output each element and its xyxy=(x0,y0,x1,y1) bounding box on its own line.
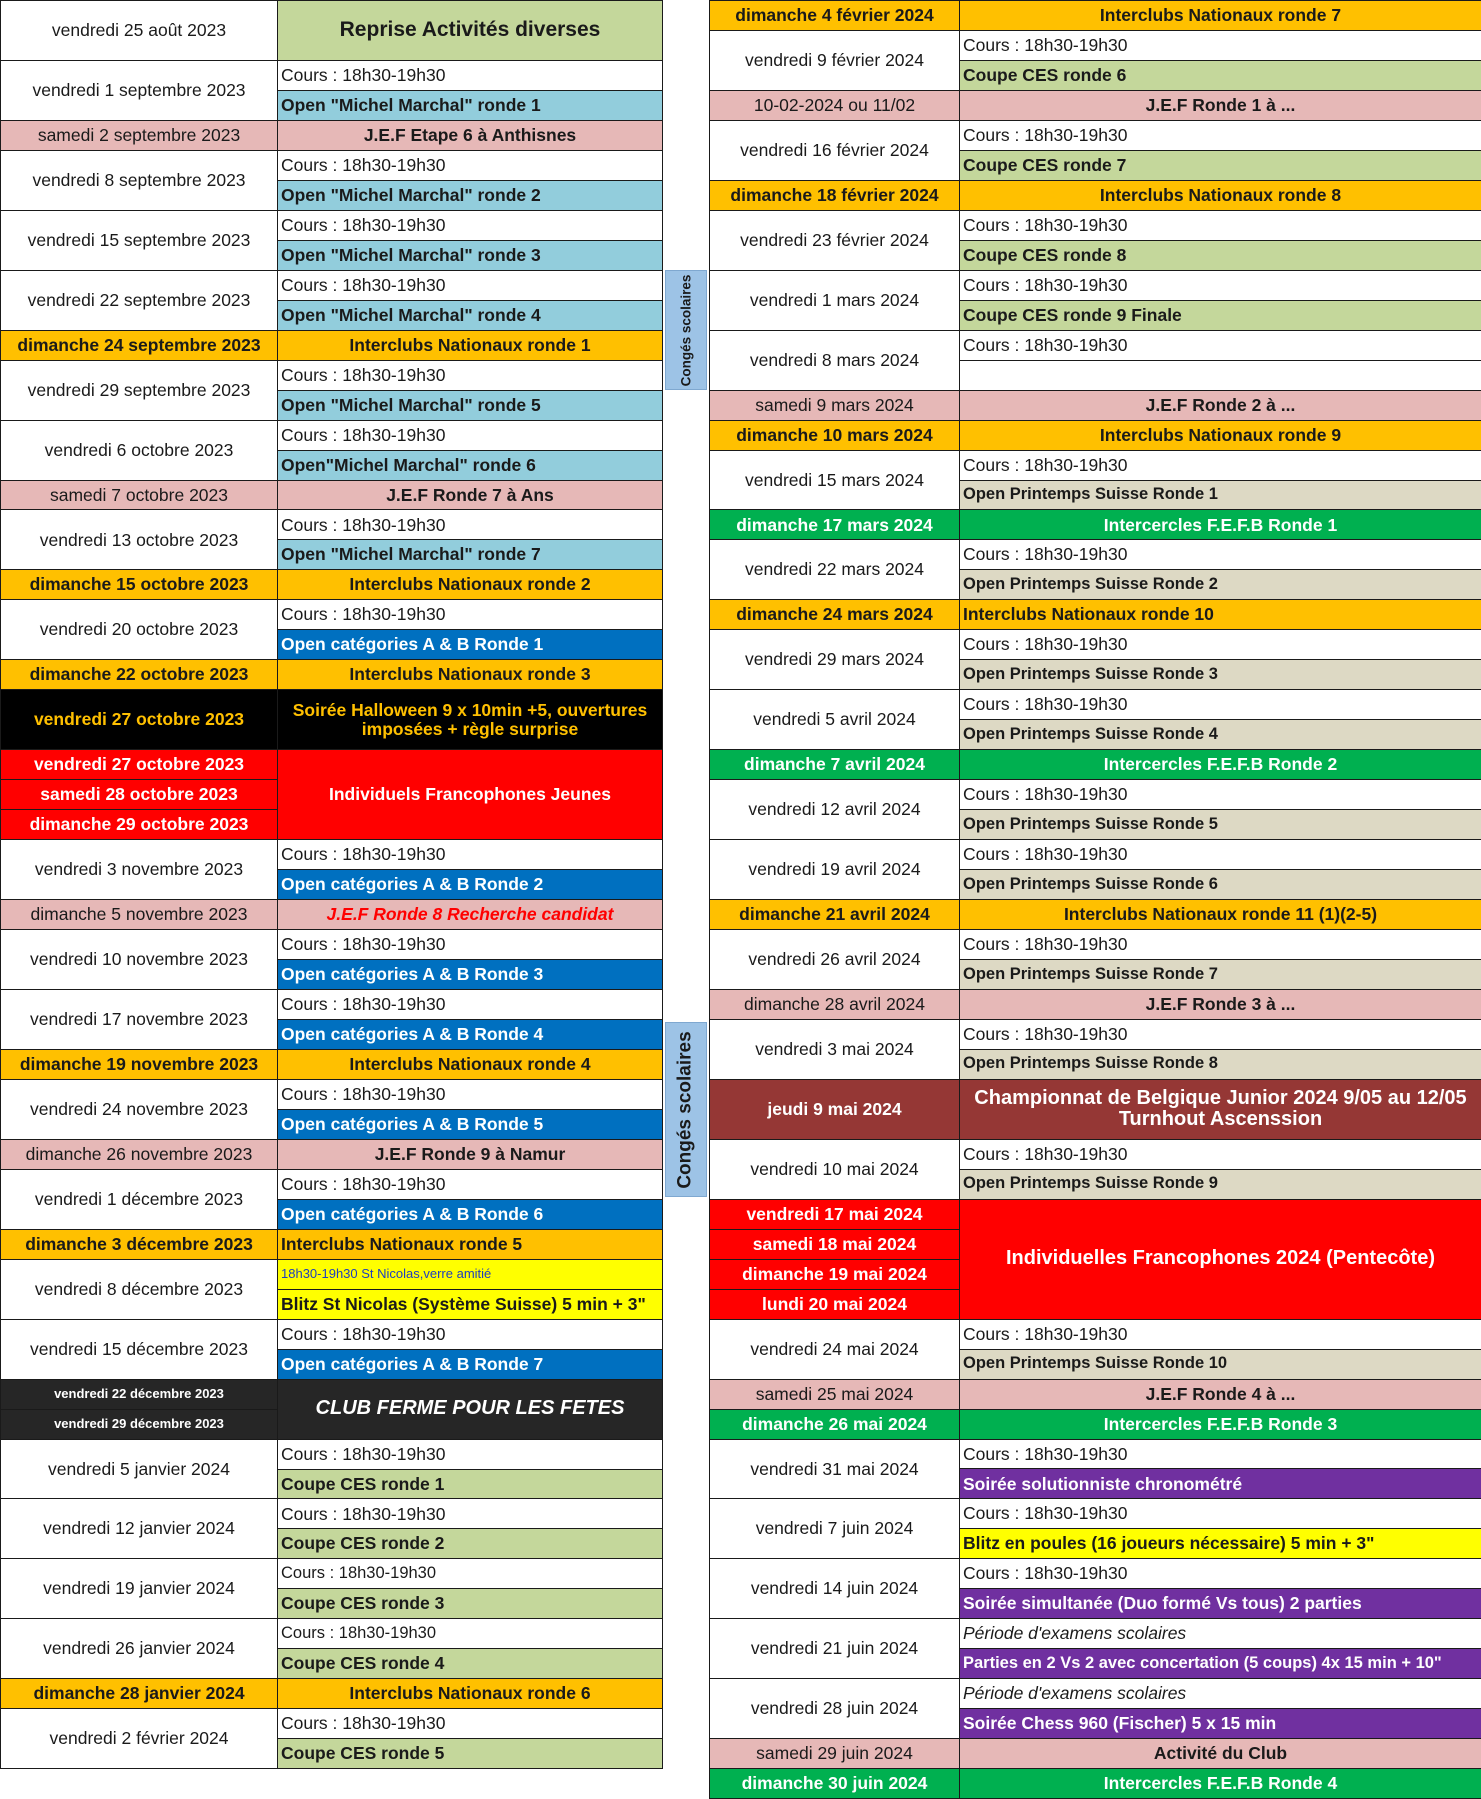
activity-cell: Soirée Chess 960 (Fischer) 5 x 15 min xyxy=(960,1709,1481,1739)
event-date: vendredi 12 janvier 2024 xyxy=(1,1499,278,1559)
activity-cell: Cours : 18h30-19h30 xyxy=(960,1019,1481,1049)
schedule-row xyxy=(1,480,663,510)
activity-cell: Coupe CES ronde 6 xyxy=(960,60,1481,90)
activity-cell: Open "Michel Marchal" ronde 7 xyxy=(278,540,663,570)
event-date: vendredi 12 avril 2024 xyxy=(710,780,960,840)
activity-cell: Open "Michel Marchal" ronde 3 xyxy=(278,240,663,270)
activity-cell: Blitz en poules (16 joueurs nécessaire) 5 min + 3" xyxy=(960,1529,1481,1559)
event-date: vendredi 5 avril 2024 xyxy=(710,690,960,750)
schedule-row xyxy=(710,1499,1481,1529)
activity-cell: Cours : 18h30-19h30 xyxy=(960,120,1481,150)
event-date: vendredi 13 octobre 2023 xyxy=(1,510,278,570)
activity-cell: Intercercles F.E.F.B Ronde 2 xyxy=(960,750,1481,780)
event-date: dimanche 24 septembre 2023 xyxy=(1,330,278,360)
event-date: samedi 2 septembre 2023 xyxy=(1,120,278,150)
event-date: vendredi 19 avril 2024 xyxy=(710,840,960,900)
activity-cell: Parties en 2 Vs 2 avec concertation (5 coups) 4x 15 min + 10" xyxy=(960,1649,1481,1679)
activity-cell: Open Printemps Suisse Ronde 2 xyxy=(960,570,1481,600)
event-date: dimanche 28 avril 2024 xyxy=(710,989,960,1019)
schedule-row xyxy=(710,1019,1481,1049)
event-date: vendredi 7 juin 2024 xyxy=(710,1499,960,1559)
schedule-row xyxy=(1,1169,663,1199)
activity-cell: J.E.F Ronde 9 à Namur xyxy=(278,1139,663,1169)
activity-cell: Cours : 18h30-19h30 xyxy=(960,1319,1481,1349)
activity-cell: Coupe CES ronde 9 Finale xyxy=(960,300,1481,330)
event-date: dimanche 19 mai 2024 xyxy=(710,1259,960,1289)
activity-cell: Open "Michel Marchal" ronde 5 xyxy=(278,390,663,420)
event-date: vendredi 10 mai 2024 xyxy=(710,1139,960,1199)
activity-cell: Interclubs Nationaux ronde 2 xyxy=(278,570,663,600)
activity-cell: Open Printemps Suisse Ronde 10 xyxy=(960,1349,1481,1379)
schedule-row xyxy=(710,1079,1481,1139)
schedule-row xyxy=(1,1139,663,1169)
activity-cell: Open catégories A & B Ronde 5 xyxy=(278,1109,663,1139)
schedule-row xyxy=(710,1739,1481,1769)
activity-cell: J.E.F Ronde 7 à Ans xyxy=(278,480,663,510)
activity-cell: Open Printemps Suisse Ronde 9 xyxy=(960,1169,1481,1199)
activity-cell: Soirée simultanée (Duo formé Vs tous) 2 parties xyxy=(960,1589,1481,1619)
schedule-row xyxy=(710,780,1481,810)
activity-cell: Open Printemps Suisse Ronde 1 xyxy=(960,480,1481,510)
event-date: vendredi 15 décembre 2023 xyxy=(1,1319,278,1379)
activity-cell: J.E.F Ronde 2 à ... xyxy=(960,390,1481,420)
event-date: dimanche 24 mars 2024 xyxy=(710,600,960,630)
activity-cell: Cours : 18h30-19h30 xyxy=(960,1559,1481,1589)
activity-cell: Championnat de Belgique Junior 2024 9/05 au 12/05 Turnhout Ascenssion xyxy=(960,1079,1481,1139)
activity-cell: Cours : 18h30-19h30 xyxy=(960,540,1481,570)
activity-cell: Open catégories A & B Ronde 2 xyxy=(278,870,663,900)
activity-cell: Coupe CES ronde 2 xyxy=(278,1529,663,1559)
schedule-row xyxy=(1,750,663,780)
schedule-row xyxy=(710,1319,1481,1349)
event-date: vendredi 27 octobre 2023 xyxy=(1,690,278,750)
activity-cell: Cours : 18h30-19h30 xyxy=(278,1319,663,1349)
activity-cell: Cours : 18h30-19h30 xyxy=(960,1499,1481,1529)
activity-cell: Cours : 18h30-19h30 xyxy=(960,930,1481,960)
event-date: vendredi 20 octobre 2023 xyxy=(1,600,278,660)
schedule-right-column xyxy=(709,0,1481,1799)
event-date: dimanche 26 novembre 2023 xyxy=(1,1139,278,1169)
schedule-row xyxy=(1,900,663,930)
event-date: vendredi 17 mai 2024 xyxy=(710,1199,960,1229)
event-date: dimanche 30 juin 2024 xyxy=(710,1769,960,1799)
event-date: samedi 25 mai 2024 xyxy=(710,1379,960,1409)
schedule-row xyxy=(1,330,663,360)
activity-cell: J.E.F Ronde 4 à ... xyxy=(960,1379,1481,1409)
activity-cell: Cours : 18h30-19h30 xyxy=(278,270,663,300)
activity-cell: Open catégories A & B Ronde 3 xyxy=(278,960,663,990)
event-date: vendredi 31 mai 2024 xyxy=(710,1439,960,1499)
activity-cell: Cours : 18h30-19h30 xyxy=(278,150,663,180)
event-date: samedi 7 octobre 2023 xyxy=(1,480,278,510)
schedule-row xyxy=(710,1379,1481,1409)
schedule-row xyxy=(1,1,663,61)
activity-cell: Open Printemps Suisse Ronde 3 xyxy=(960,660,1481,690)
schedule-row xyxy=(1,120,663,150)
event-date: vendredi 14 juin 2024 xyxy=(710,1559,960,1619)
schedule-table-aug-feb xyxy=(0,0,663,1769)
schedule-row xyxy=(1,210,663,240)
schedule-row xyxy=(1,1619,663,1649)
schedule-row xyxy=(1,1439,663,1469)
schedule-row xyxy=(1,1259,663,1289)
schedule-row xyxy=(1,990,663,1020)
activity-cell: Cours : 18h30-19h30 xyxy=(278,510,663,540)
event-date: dimanche 22 octobre 2023 xyxy=(1,660,278,690)
event-date: dimanche 19 novembre 2023 xyxy=(1,1049,278,1079)
event-date: vendredi 8 mars 2024 xyxy=(710,330,960,390)
schedule-row xyxy=(1,270,663,300)
activity-cell: Cours : 18h30-19h30 xyxy=(278,1079,663,1109)
activity-cell: Coupe CES ronde 4 xyxy=(278,1649,663,1679)
event-date: dimanche 10 mars 2024 xyxy=(710,420,960,450)
school-holiday-text: Congés scolaires xyxy=(675,1030,696,1189)
schedule-row xyxy=(710,30,1481,60)
activity-cell: Interclubs Nationaux ronde 7 xyxy=(960,1,1481,31)
event-date: vendredi 1 décembre 2023 xyxy=(1,1169,278,1229)
event-date: lundi 20 mai 2024 xyxy=(710,1289,960,1319)
schedule-row xyxy=(1,60,663,90)
activity-cell: Cours : 18h30-19h30 xyxy=(960,30,1481,60)
event-date: vendredi 9 février 2024 xyxy=(710,30,960,90)
activity-cell: Cours : 18h30-19h30 xyxy=(278,1559,663,1589)
schedule-row xyxy=(710,630,1481,660)
activity-cell: Cours : 18h30-19h30 xyxy=(278,1169,663,1199)
event-date: dimanche 15 octobre 2023 xyxy=(1,570,278,600)
schedule-table-feb-jun xyxy=(709,0,1481,1799)
activity-cell: Soirée solutionniste chronométré xyxy=(960,1469,1481,1499)
activity-cell: J.E.F Ronde 1 à ... xyxy=(960,90,1481,120)
event-date: vendredi 6 octobre 2023 xyxy=(1,420,278,480)
event-date: vendredi 26 avril 2024 xyxy=(710,930,960,990)
activity-cell: Cours : 18h30-19h30 xyxy=(278,600,663,630)
activity-cell: Open Printemps Suisse Ronde 5 xyxy=(960,810,1481,840)
event-date: dimanche 29 octobre 2023 xyxy=(1,810,278,840)
activity-cell: Cours : 18h30-19h30 xyxy=(278,990,663,1020)
schedule-row xyxy=(1,930,663,960)
schedule-row xyxy=(1,1379,663,1409)
schedule-row xyxy=(710,840,1481,870)
activity-cell: Cours : 18h30-19h30 xyxy=(960,450,1481,480)
schedule-row xyxy=(710,1199,1481,1229)
schedule-row xyxy=(1,1559,663,1589)
schedule-row xyxy=(710,600,1481,630)
activity-cell: Individuelles Francophones 2024 (Pentecôte) xyxy=(960,1199,1481,1319)
school-holiday-label xyxy=(665,1022,707,1197)
activity-cell: Cours : 18h30-19h30 xyxy=(278,1439,663,1469)
activity-cell: J.E.F Ronde 8 Recherche candidat xyxy=(278,900,663,930)
activity-cell: Open Printemps Suisse Ronde 7 xyxy=(960,960,1481,990)
schedule-row xyxy=(710,690,1481,720)
schedule-row xyxy=(710,900,1481,930)
schedule-row xyxy=(1,1079,663,1109)
event-date: vendredi 10 novembre 2023 xyxy=(1,930,278,990)
activity-cell: Période d'examens scolaires xyxy=(960,1679,1481,1709)
schedule-row xyxy=(1,1709,663,1739)
activity-cell: Cours : 18h30-19h30 xyxy=(278,840,663,870)
schedule-row xyxy=(710,1139,1481,1169)
event-date: samedi 9 mars 2024 xyxy=(710,390,960,420)
event-date: jeudi 9 mai 2024 xyxy=(710,1079,960,1139)
activity-cell: Cours : 18h30-19h30 xyxy=(278,210,663,240)
event-date: vendredi 22 mars 2024 xyxy=(710,540,960,600)
activity-cell: Interclubs Nationaux ronde 3 xyxy=(278,660,663,690)
activity-cell: J.E.F Ronde 3 à ... xyxy=(960,989,1481,1019)
schedule-row xyxy=(1,1229,663,1259)
event-date: vendredi 22 septembre 2023 xyxy=(1,270,278,330)
activity-cell: Intercercles F.E.F.B Ronde 4 xyxy=(960,1769,1481,1799)
event-date: dimanche 3 décembre 2023 xyxy=(1,1229,278,1259)
activity-cell: J.E.F Etape 6 à Anthisnes xyxy=(278,120,663,150)
event-date: vendredi 26 janvier 2024 xyxy=(1,1619,278,1679)
schedule-row xyxy=(1,1679,663,1709)
activity-cell: Open catégories A & B Ronde 7 xyxy=(278,1349,663,1379)
event-date: dimanche 26 mai 2024 xyxy=(710,1409,960,1439)
activity-cell: Cours : 18h30-19h30 xyxy=(278,1619,663,1649)
activity-cell: Open catégories A & B Ronde 6 xyxy=(278,1199,663,1229)
event-date: dimanche 7 avril 2024 xyxy=(710,750,960,780)
activity-cell: Interclubs Nationaux ronde 6 xyxy=(278,1679,663,1709)
event-date: vendredi 1 mars 2024 xyxy=(710,270,960,330)
event-date: vendredi 19 janvier 2024 xyxy=(1,1559,278,1619)
schedule-row xyxy=(1,150,663,180)
schedule-row xyxy=(710,1439,1481,1469)
event-date: vendredi 1 septembre 2023 xyxy=(1,60,278,120)
event-date: vendredi 21 juin 2024 xyxy=(710,1619,960,1679)
schedule-row xyxy=(710,510,1481,540)
schedule-row xyxy=(710,90,1481,120)
schedule-row xyxy=(1,420,663,450)
schedule-row xyxy=(710,750,1481,780)
schedule-row xyxy=(710,420,1481,450)
schedule-row xyxy=(710,989,1481,1019)
activity-cell: Open"Michel Marchal" ronde 6 xyxy=(278,450,663,480)
activity-cell: 18h30-19h30 St Nicolas,verre amitié xyxy=(278,1259,663,1289)
activity-cell: Interclubs Nationaux ronde 4 xyxy=(278,1049,663,1079)
event-date: vendredi 24 mai 2024 xyxy=(710,1319,960,1379)
event-date: samedi 29 juin 2024 xyxy=(710,1739,960,1769)
schedule-row xyxy=(1,1499,663,1529)
activity-cell: Open Printemps Suisse Ronde 6 xyxy=(960,870,1481,900)
schedule-row xyxy=(710,1409,1481,1439)
activity-cell: Cours : 18h30-19h30 xyxy=(960,330,1481,360)
activity-cell: Intercercles F.E.F.B Ronde 3 xyxy=(960,1409,1481,1439)
schedule-row xyxy=(710,1,1481,31)
schedule-row xyxy=(710,1619,1481,1649)
activity-cell: Interclubs Nationaux ronde 9 xyxy=(960,420,1481,450)
activity-cell: Cours : 18h30-19h30 xyxy=(278,1499,663,1529)
event-date: vendredi 22 décembre 2023 xyxy=(1,1379,278,1409)
event-date: dimanche 28 janvier 2024 xyxy=(1,1679,278,1709)
schedule-row xyxy=(710,270,1481,300)
event-date: vendredi 3 mai 2024 xyxy=(710,1019,960,1079)
event-date: vendredi 27 octobre 2023 xyxy=(1,750,278,780)
activity-cell: Cours : 18h30-19h30 xyxy=(960,840,1481,870)
activity-cell: Cours : 18h30-19h30 xyxy=(960,1439,1481,1469)
schedule-row xyxy=(1,510,663,540)
activity-cell: Activité du Club xyxy=(960,1739,1481,1769)
schedule-row xyxy=(710,1769,1481,1799)
schedule-row xyxy=(1,360,663,390)
activity-cell: Cours : 18h30-19h30 xyxy=(278,360,663,390)
activity-cell: Cours : 18h30-19h30 xyxy=(960,630,1481,660)
activity-cell xyxy=(960,360,1481,390)
event-date: vendredi 28 juin 2024 xyxy=(710,1679,960,1739)
event-date: samedi 18 mai 2024 xyxy=(710,1229,960,1259)
activity-cell: Reprise Activités diverses xyxy=(278,1,663,61)
activity-cell: Cours : 18h30-19h30 xyxy=(960,270,1481,300)
activity-cell: Cours : 18h30-19h30 xyxy=(278,930,663,960)
event-date: 10-02-2024 ou 11/02 xyxy=(710,90,960,120)
event-date: vendredi 15 mars 2024 xyxy=(710,450,960,510)
event-date: vendredi 25 août 2023 xyxy=(1,1,278,61)
school-holiday-text: Congés scolaires xyxy=(678,274,694,386)
activity-cell: Open catégories A & B Ronde 1 xyxy=(278,630,663,660)
event-date: vendredi 29 décembre 2023 xyxy=(1,1409,278,1439)
activity-cell: Open "Michel Marchal" ronde 2 xyxy=(278,180,663,210)
schedule-row xyxy=(710,210,1481,240)
event-date: vendredi 23 février 2024 xyxy=(710,210,960,270)
schedule-row xyxy=(1,570,663,600)
activity-cell: Cours : 18h30-19h30 xyxy=(278,420,663,450)
activity-cell: Individuels Francophones Jeunes xyxy=(278,750,663,840)
schedule-row xyxy=(710,540,1481,570)
event-date: vendredi 3 novembre 2023 xyxy=(1,840,278,900)
activity-cell: Interclubs Nationaux ronde 8 xyxy=(960,180,1481,210)
activity-cell: Open Printemps Suisse Ronde 4 xyxy=(960,720,1481,750)
event-date: dimanche 18 février 2024 xyxy=(710,180,960,210)
activity-cell: Blitz St Nicolas (Système Suisse) 5 min + 3" xyxy=(278,1289,663,1319)
activity-cell: Intercercles F.E.F.B Ronde 1 xyxy=(960,510,1481,540)
school-holiday-label xyxy=(665,270,707,390)
schedule-left-column xyxy=(0,0,662,1769)
activity-cell: Coupe CES ronde 7 xyxy=(960,150,1481,180)
activity-cell: Cours : 18h30-19h30 xyxy=(960,690,1481,720)
schedule-row xyxy=(1,660,663,690)
event-date: vendredi 15 septembre 2023 xyxy=(1,210,278,270)
activity-cell: Cours : 18h30-19h30 xyxy=(960,1139,1481,1169)
schedule-row xyxy=(710,390,1481,420)
activity-cell: Cours : 18h30-19h30 xyxy=(278,1709,663,1739)
schedule-row xyxy=(710,1679,1481,1709)
schedule-row xyxy=(710,930,1481,960)
event-date: dimanche 5 novembre 2023 xyxy=(1,900,278,930)
event-date: dimanche 17 mars 2024 xyxy=(710,510,960,540)
event-date: vendredi 17 novembre 2023 xyxy=(1,990,278,1050)
schedule-row xyxy=(710,330,1481,360)
event-date: vendredi 5 janvier 2024 xyxy=(1,1439,278,1499)
activity-cell: Cours : 18h30-19h30 xyxy=(278,60,663,90)
event-date: vendredi 24 novembre 2023 xyxy=(1,1079,278,1139)
activity-cell: Interclubs Nationaux ronde 11 (1)(2-5) xyxy=(960,900,1481,930)
event-date: vendredi 16 février 2024 xyxy=(710,120,960,180)
activity-cell: Soirée Halloween 9 x 10min +5, ouvertures imposées + règle surprise xyxy=(278,690,663,750)
schedule-row xyxy=(1,840,663,870)
event-date: vendredi 8 septembre 2023 xyxy=(1,150,278,210)
activity-cell: Cours : 18h30-19h30 xyxy=(960,780,1481,810)
event-date: vendredi 29 septembre 2023 xyxy=(1,360,278,420)
activity-cell: Cours : 18h30-19h30 xyxy=(960,210,1481,240)
schedule-row xyxy=(710,120,1481,150)
event-date: vendredi 8 décembre 2023 xyxy=(1,1259,278,1319)
activity-cell: Coupe CES ronde 1 xyxy=(278,1469,663,1499)
event-date: vendredi 2 février 2024 xyxy=(1,1709,278,1769)
event-date: dimanche 21 avril 2024 xyxy=(710,900,960,930)
activity-cell: Interclubs Nationaux ronde 5 xyxy=(278,1229,663,1259)
activity-cell: CLUB FERME POUR LES FETES xyxy=(278,1379,663,1439)
activity-cell: Coupe CES ronde 8 xyxy=(960,240,1481,270)
schedule-row xyxy=(1,600,663,630)
event-date: vendredi 29 mars 2024 xyxy=(710,630,960,690)
activity-cell: Coupe CES ronde 5 xyxy=(278,1739,663,1769)
schedule-row xyxy=(1,690,663,750)
activity-cell: Coupe CES ronde 3 xyxy=(278,1589,663,1619)
activity-cell: Interclubs Nationaux ronde 1 xyxy=(278,330,663,360)
schedule-row xyxy=(710,180,1481,210)
activity-cell: Open "Michel Marchal" ronde 4 xyxy=(278,300,663,330)
activity-cell: Interclubs Nationaux ronde 10 xyxy=(960,600,1481,630)
activity-cell: Open catégories A & B Ronde 4 xyxy=(278,1019,663,1049)
activity-cell: Open Printemps Suisse Ronde 8 xyxy=(960,1049,1481,1079)
activity-cell: Période d'examens scolaires xyxy=(960,1619,1481,1649)
schedule-row xyxy=(1,1319,663,1349)
activity-cell: Open "Michel Marchal" ronde 1 xyxy=(278,90,663,120)
event-date: samedi 28 octobre 2023 xyxy=(1,780,278,810)
schedule-row xyxy=(710,450,1481,480)
schedule-row xyxy=(1,1049,663,1079)
schedule-row xyxy=(710,1559,1481,1589)
event-date: dimanche 4 février 2024 xyxy=(710,1,960,31)
